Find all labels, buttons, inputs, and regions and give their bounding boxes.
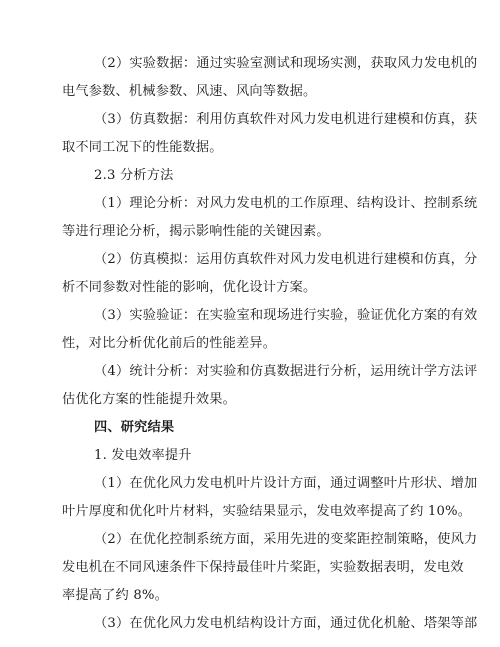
text-line: （3）仿真数据：利用仿真软件对风力发电机进行建模和仿真，获 [94,112,478,127]
text-line: （3）在优化风力发电机结构设计方面，通过优化机舱、塔架等部 [94,616,478,631]
text-line: 等进行理论分析，揭示影响性能的关键因素。 [62,224,330,239]
text-line: 发电机在不同风速条件下保持最佳叶片桨距，实验数据表明，发电效 [62,560,464,575]
text-line: （1）理论分析：对风力发电机的工作原理、结构设计、控制系统 [94,196,478,211]
text-line: （2）仿真模拟：运用仿真软件对风力发电机进行建模和仿真，分 [94,252,478,267]
text-line: （3）实验验证：在实验室和现场进行实验，验证优化方案的有效 [94,308,478,323]
text-line: （2）实验数据：通过实验室测试和现场实测，获取风力发电机的 [94,56,478,71]
chapter-heading: 四、研究结果 [94,420,175,435]
text-line: 析不同参数对性能的影响，优化设计方案。 [62,280,317,295]
text-line: 估优化方案的性能提升效果。 [62,392,237,407]
text-line: 取不同工况下的性能数据。 [62,140,223,155]
text-line: （4）统计分析：对实验和仿真数据进行分析，运用统计学方法评 [94,364,478,379]
subsection-heading: 1. 发电效率提升 [94,448,192,463]
text-line: （2）在优化控制系统方面，采用先进的变桨距控制策略，使风力 [94,532,478,547]
text-line: 性，对比分析优化前后的性能差异。 [62,336,277,351]
text-line: （1）在优化风力发电机叶片设计方面，通过调整叶片形状、增加 [94,476,478,491]
text-line: 叶片厚度和优化叶片材料，实验结果显示，发电效率提高了约 10%。 [62,504,472,519]
text-line: 率提高了约 8%。 [62,588,169,603]
text-line: 电气参数、机械参数、风速、风向等数据。 [62,84,317,99]
section-heading: 2.3 分析方法 [94,168,174,183]
